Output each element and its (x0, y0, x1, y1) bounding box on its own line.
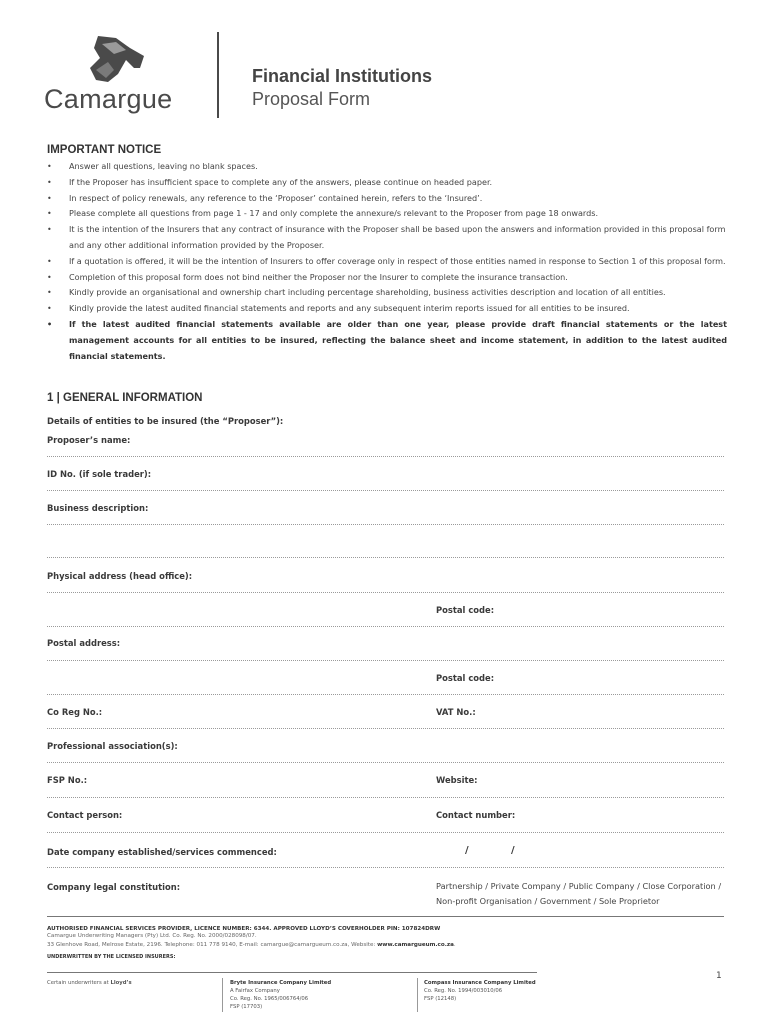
notice-item: • If the Proposer has insufficient space to complete any of the answers, please continue on headed paper. (47, 175, 727, 191)
footer-divider (47, 916, 724, 917)
notice-item: • Answer all questions, leaving no blank spaces. (47, 159, 727, 175)
horse-head-logo-icon (86, 34, 146, 84)
insurer-compass: Compass Insurance Company Limited Co. Reg. No. 1994/003010/06 FSP (12148) (424, 980, 536, 1002)
notice-item: • In respect of policy renewals, any reference to the ‘Proposer’ contained herein, refers to the ‘Insured’. (47, 191, 727, 207)
notice-list (47, 159, 727, 364)
notice-item: • Completion of this proposal form does not bind neither the Proposer nor the Insurer to complete the insurance transaction. (47, 270, 727, 286)
page-number: 1 (716, 971, 722, 981)
physical-address-field[interactable] (47, 592, 724, 593)
postal-code-field[interactable] (47, 694, 724, 695)
co-reg-vat-field[interactable] (47, 728, 724, 729)
notice-item: • Please complete all questions from page 1 - 17 and only complete the annexure/s relevant to the Proposer from page 18 onwards. (47, 206, 727, 222)
date-established-label: Date company established/services commenced: (47, 847, 277, 857)
footer-website-link[interactable]: www.camargueum.co.za (377, 941, 454, 948)
website-label: Website: (436, 775, 478, 785)
footer-company: Camargue Underwriting Managers (Pty) Ltd. Co. Reg. No. 2000/028098/07. (47, 933, 257, 939)
footer-licence: AUTHORISED FINANCIAL SERVICES PROVIDER, LICENCE NUMBER: 6344. APPROVED LLOYD’S COVERHOLDER PIN: 107824DRW (47, 926, 441, 932)
date-separator: / (465, 845, 469, 856)
footer-insurers-rule (47, 972, 537, 973)
business-description-field-line2[interactable] (47, 557, 724, 558)
date-separator: / (511, 845, 515, 856)
important-notice (47, 144, 727, 364)
brand-wordmark: Camargue (44, 84, 173, 114)
form-title-line2: Proposal Form (252, 89, 371, 109)
notice-item: • It is the intention of the Insurers that any contract of insurance with the Proposer shall be based upon the answers and information provided in this proposal form and any other additional information provided by the Proposer. (47, 222, 727, 254)
notice-item: • If the latest audited financial statements available are older than one year, please provide draft financial statements or the latest management accounts for all entities to be insured, reflecting the balance sheet and income statement, in addition to the latest audited financial statements. (47, 317, 727, 364)
professional-association-field[interactable] (47, 762, 724, 763)
postal-address-label: Postal address: (47, 638, 121, 648)
notice-item: • Kindly provide the latest audited financial statements and reports and any subsequent interim reports issued for all entities to be insured. (47, 301, 727, 317)
contact-field[interactable] (47, 832, 724, 833)
proposer-name-field[interactable] (47, 456, 724, 457)
professional-association-label: Professional association(s): (47, 741, 178, 751)
physical-postal-code-field[interactable] (47, 626, 724, 627)
business-description-label: Business description: (47, 503, 149, 513)
postal-address-field[interactable] (47, 660, 724, 661)
footer-contact: 33 Glenhove Road, Melrose Estate, 2196. Telephone: 011 778 9140, E-mail: camargue@camargueum.co.za, Website: www.camargueum.co.za. (47, 941, 456, 948)
legal-constitution-options[interactable]: Partnership / Private Company / Public Company / Close Corporation / (436, 881, 722, 891)
id-no-field[interactable] (47, 490, 724, 491)
entities-intro-label: Details of entities to be insured (the “Proposer”): (47, 416, 284, 426)
legal-constitution-options[interactable]: Non-profit Organisation / Government / Sole Proprietor (436, 896, 660, 906)
footer-underwritten: UNDERWRITTEN BY THE LICENSED INSURERS: (47, 954, 176, 960)
contact-number-label: Contact number: (436, 810, 516, 820)
form-title (252, 66, 432, 110)
insurer-bryte: Bryte Insurance Company Limited A Fairfax Company Co. Reg. No. 1965/006764/06 FSP (17703) (230, 980, 332, 1010)
vat-no-label: VAT No.: (436, 707, 476, 717)
id-no-label: ID No. (if sole trader): (47, 469, 152, 479)
camargue-logo (44, 34, 194, 114)
notice-item: • If a quotation is offered, it will be the intention of Insurers to offer coverage only in respect of those entities named in response to Section 1 of this proposal form. (47, 254, 727, 270)
date-established-field[interactable] (47, 867, 724, 868)
co-reg-no-label: Co Reg No.: (47, 707, 103, 717)
legal-constitution-label: Company legal constitution: (47, 882, 181, 892)
proposer-name-label: Proposer’s name: (47, 435, 131, 445)
business-description-field-line1[interactable] (47, 524, 724, 525)
postal-code-label: Postal code: (436, 605, 495, 615)
fsp-website-field[interactable] (47, 797, 724, 798)
postal-code-label: Postal code: (436, 673, 495, 683)
notice-item: • Kindly provide an organisational and ownership chart including percentage shareholding, business activities description and location of all entities. (47, 285, 727, 301)
header-divider (217, 32, 219, 118)
notice-heading: IMPORTANT NOTICE (47, 144, 162, 156)
insurer-lloyds: Certain underwriters at Lloyd’s (47, 980, 132, 986)
insurer-divider (417, 978, 418, 1012)
physical-address-label: Physical address (head office): (47, 571, 193, 581)
form-title-line1: Financial Institutions (252, 66, 433, 86)
insurer-divider (222, 978, 223, 1012)
fsp-no-label: FSP No.: (47, 775, 88, 785)
footer (47, 926, 727, 960)
section-1-title: 1 | GENERAL INFORMATION (47, 392, 203, 404)
contact-person-label: Contact person: (47, 810, 123, 820)
